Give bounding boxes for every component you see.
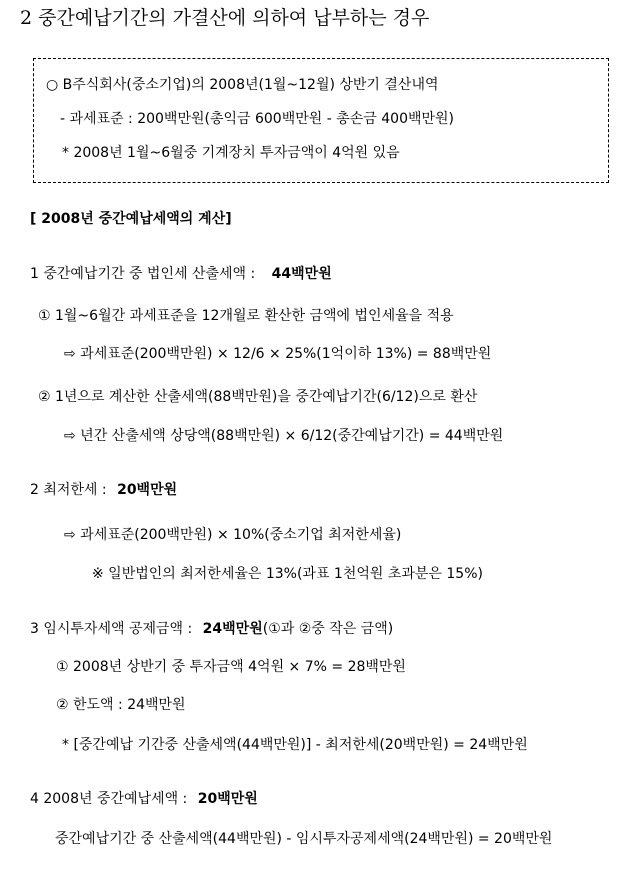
section-1-value: 44백만원 — [271, 266, 332, 282]
section-4-text: 4 2008년 중간예납세액 : — [30, 791, 188, 807]
section-2-calc: ⇨ 과세표준(200백만원) × 10%(중소기업 최저한세율) — [64, 527, 402, 543]
section-3-label — [30, 622, 393, 636]
page-title: 2 중간예납기간의 가결산에 의하여 납부하는 경우 — [20, 7, 430, 29]
section-1-item-1: ① 1월~6월간 과세표준을 12개월로 환산한 금액에 법인세율을 적용 — [38, 308, 454, 324]
box-line-1: ○ B주식회사(중소기업)의 2008년(1월~12월) 상반기 결산내역 — [46, 77, 439, 93]
section-1-item-2-calc: ⇨ 년간 산출세액 상당액(88백만원) × 6/12(중간예납기간) = 44백만원 — [64, 428, 504, 444]
box-line-3: * 2008년 1월~6월중 기계장치 투자금액이 4억원 있음 — [62, 145, 400, 161]
section-2-text: 2 최저한세 : — [30, 482, 107, 498]
section-3-value-suffix: (①과 ②중 작은 금액) — [262, 621, 394, 637]
calc-heading: [ 2008년 중간예납세액의 계산] — [30, 211, 232, 227]
section-1-item-2: ② 1년으로 계산한 산출세액(88백만원)을 중간예납기간(6/12)으로 환산 — [38, 389, 478, 405]
section-4-value: 20백만원 — [197, 791, 258, 807]
section-3-value: 24백만원 — [202, 621, 263, 637]
box-line-2: - 과세표준 : 200백만원(총익금 600백만원 - 총손금 400백만원) — [60, 111, 455, 127]
section-2-label — [30, 483, 177, 497]
section-4-calc: 중간예납기간 중 산출세액(44백만원) - 임시투자공제세액(24백만원) = 20백만원 — [55, 831, 553, 847]
section-1-label — [30, 267, 332, 281]
section-3-item-1: ① 2008년 상반기 중 투자금액 4억원 × 7% = 28백만원 — [56, 659, 406, 675]
section-2-note: ※ 일반법인의 최저한세율은 13%(과표 1천억원 초과분은 15%) — [92, 566, 483, 582]
section-3-item-2: ② 한도액 : 24백만원 — [56, 697, 186, 713]
section-4-label — [30, 792, 258, 806]
section-1-text: 1 중간예납기간 중 법인세 산출세액 : — [30, 266, 256, 282]
section-2-value: 20백만원 — [117, 482, 178, 498]
section-1-item-1-calc: ⇨ 과세표준(200백만원) × 12/6 × 25%(1억이하 13%) = 88백만원 — [64, 346, 492, 362]
section-3-item-2-note: * [중간예납 기간중 산출세액(44백만원)] - 최저한세(20백만원) = 24백만원 — [62, 737, 528, 753]
section-3-text: 3 임시투자세액 공제금액 : — [30, 621, 193, 637]
